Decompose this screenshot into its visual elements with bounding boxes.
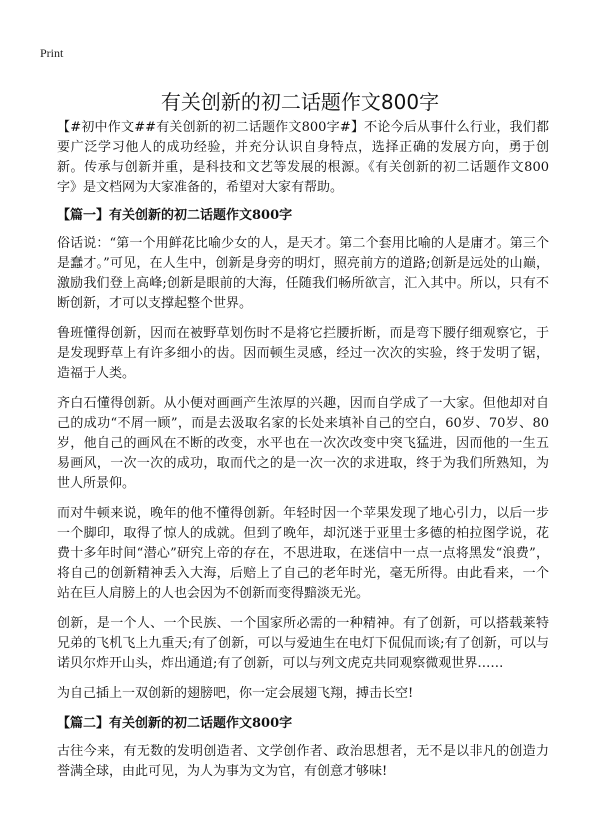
paragraph: 古往今来，有无数的发明创造者、文学创作者、政治思想者，无不是以非凡的创造力誉满全球，由此可见，为人为事为文为官，有创意才够味!: [57, 744, 549, 779]
paragraph: 俗话说：“第一个用鲜花比喻少女的人，是天才。第二个套用比喻的人是庸才。第三个是蠢才。”可见，在人生中，创新是身旁的明灯，照亮前方的道路;创新是远处的山巅，激励我们登上高峰;创新是眼前的大海，任随我们畅所欲言，汇入其中。所以，只有不断创新，才可以支撑起整个世界。: [57, 236, 549, 311]
paragraph: 创新，是一个人、一个民族、一个国家所必需的一种精神。有了创新，可以搭载莱特兄弟的飞机飞上九重天;有了创新，可以与爱迪生在电灯下侃侃而谈;有了创新，可以与诺贝尔炸开山头，炸出通道;有了创新，可以与列文虎克共同观察微观世界……: [57, 616, 549, 671]
section-heading-1: 【篇一】有关创新的初二话题作文800字: [57, 208, 293, 223]
paragraph: 鲁班懂得创新，因而在被野草划伤时不是将它拦腰折断，而是弯下腰仔细观察它，于是发现野草上有许多细小的齿。因而顿生灵感，经过一次次的实验，终于发明了锯，造福于人类。: [57, 326, 549, 381]
paragraph: 为自己插上一双创新的翅膀吧，你一定会展翅飞翔，搏击长空!: [57, 686, 414, 701]
article-body: [57, 118, 549, 792]
page-title: 有关创新的初二话题作文800字: [160, 90, 440, 114]
print-link[interactable]: Print: [40, 46, 64, 60]
paragraph: 而对牛顿来说，晚年的他不懂得创新。年轻时因一个苹果发现了地心引力，以后一步一个脚印，取得了惊人的成就。但到了晚年，却沉迷于亚里士多德的柏拉图学说，花费十多年时间“潜心”研究上帝的存在，不思进取，在迷信中一点一点将黑发“浪费”，将自己的创新精神丢入大海，后赔上了自己的老年时光，毫无所得。由此看来，一个站在巨人肩膀上的人也会因为不创新而变得黯淡无光。: [57, 506, 549, 601]
intro-paragraph: 【#初中作文##有关创新的初二话题作文800字#】不论今后从事什么行业，我们都要广泛学习他人的成功经验，并充分认识自身特点，选择正确的发展方向，勇于创新。传承与创新并重，是科技和文艺等发展的根源。《有关创新的初二话题作文800字》是文档网为大家准备的，希望对大家有帮助。: [57, 120, 549, 195]
section-heading-2: 【篇二】有关创新的初二话题作文800字: [57, 716, 293, 731]
paragraph: 齐白石懂得创新。从小便对画画产生浓厚的兴趣，因而自学成了一大家。但他却对自己的成功“不屑一顾”，而是去汲取名家的长处来填补自己的空白，60岁、70岁、80岁，他自己的画风在不断的改变，水平也在一次次改变中突飞猛进，因而他的一生五易画风，一次一次的成功，取而代之的是一次一次的求进取，终于为我们所熟知，为世人所景仰。: [57, 396, 549, 491]
